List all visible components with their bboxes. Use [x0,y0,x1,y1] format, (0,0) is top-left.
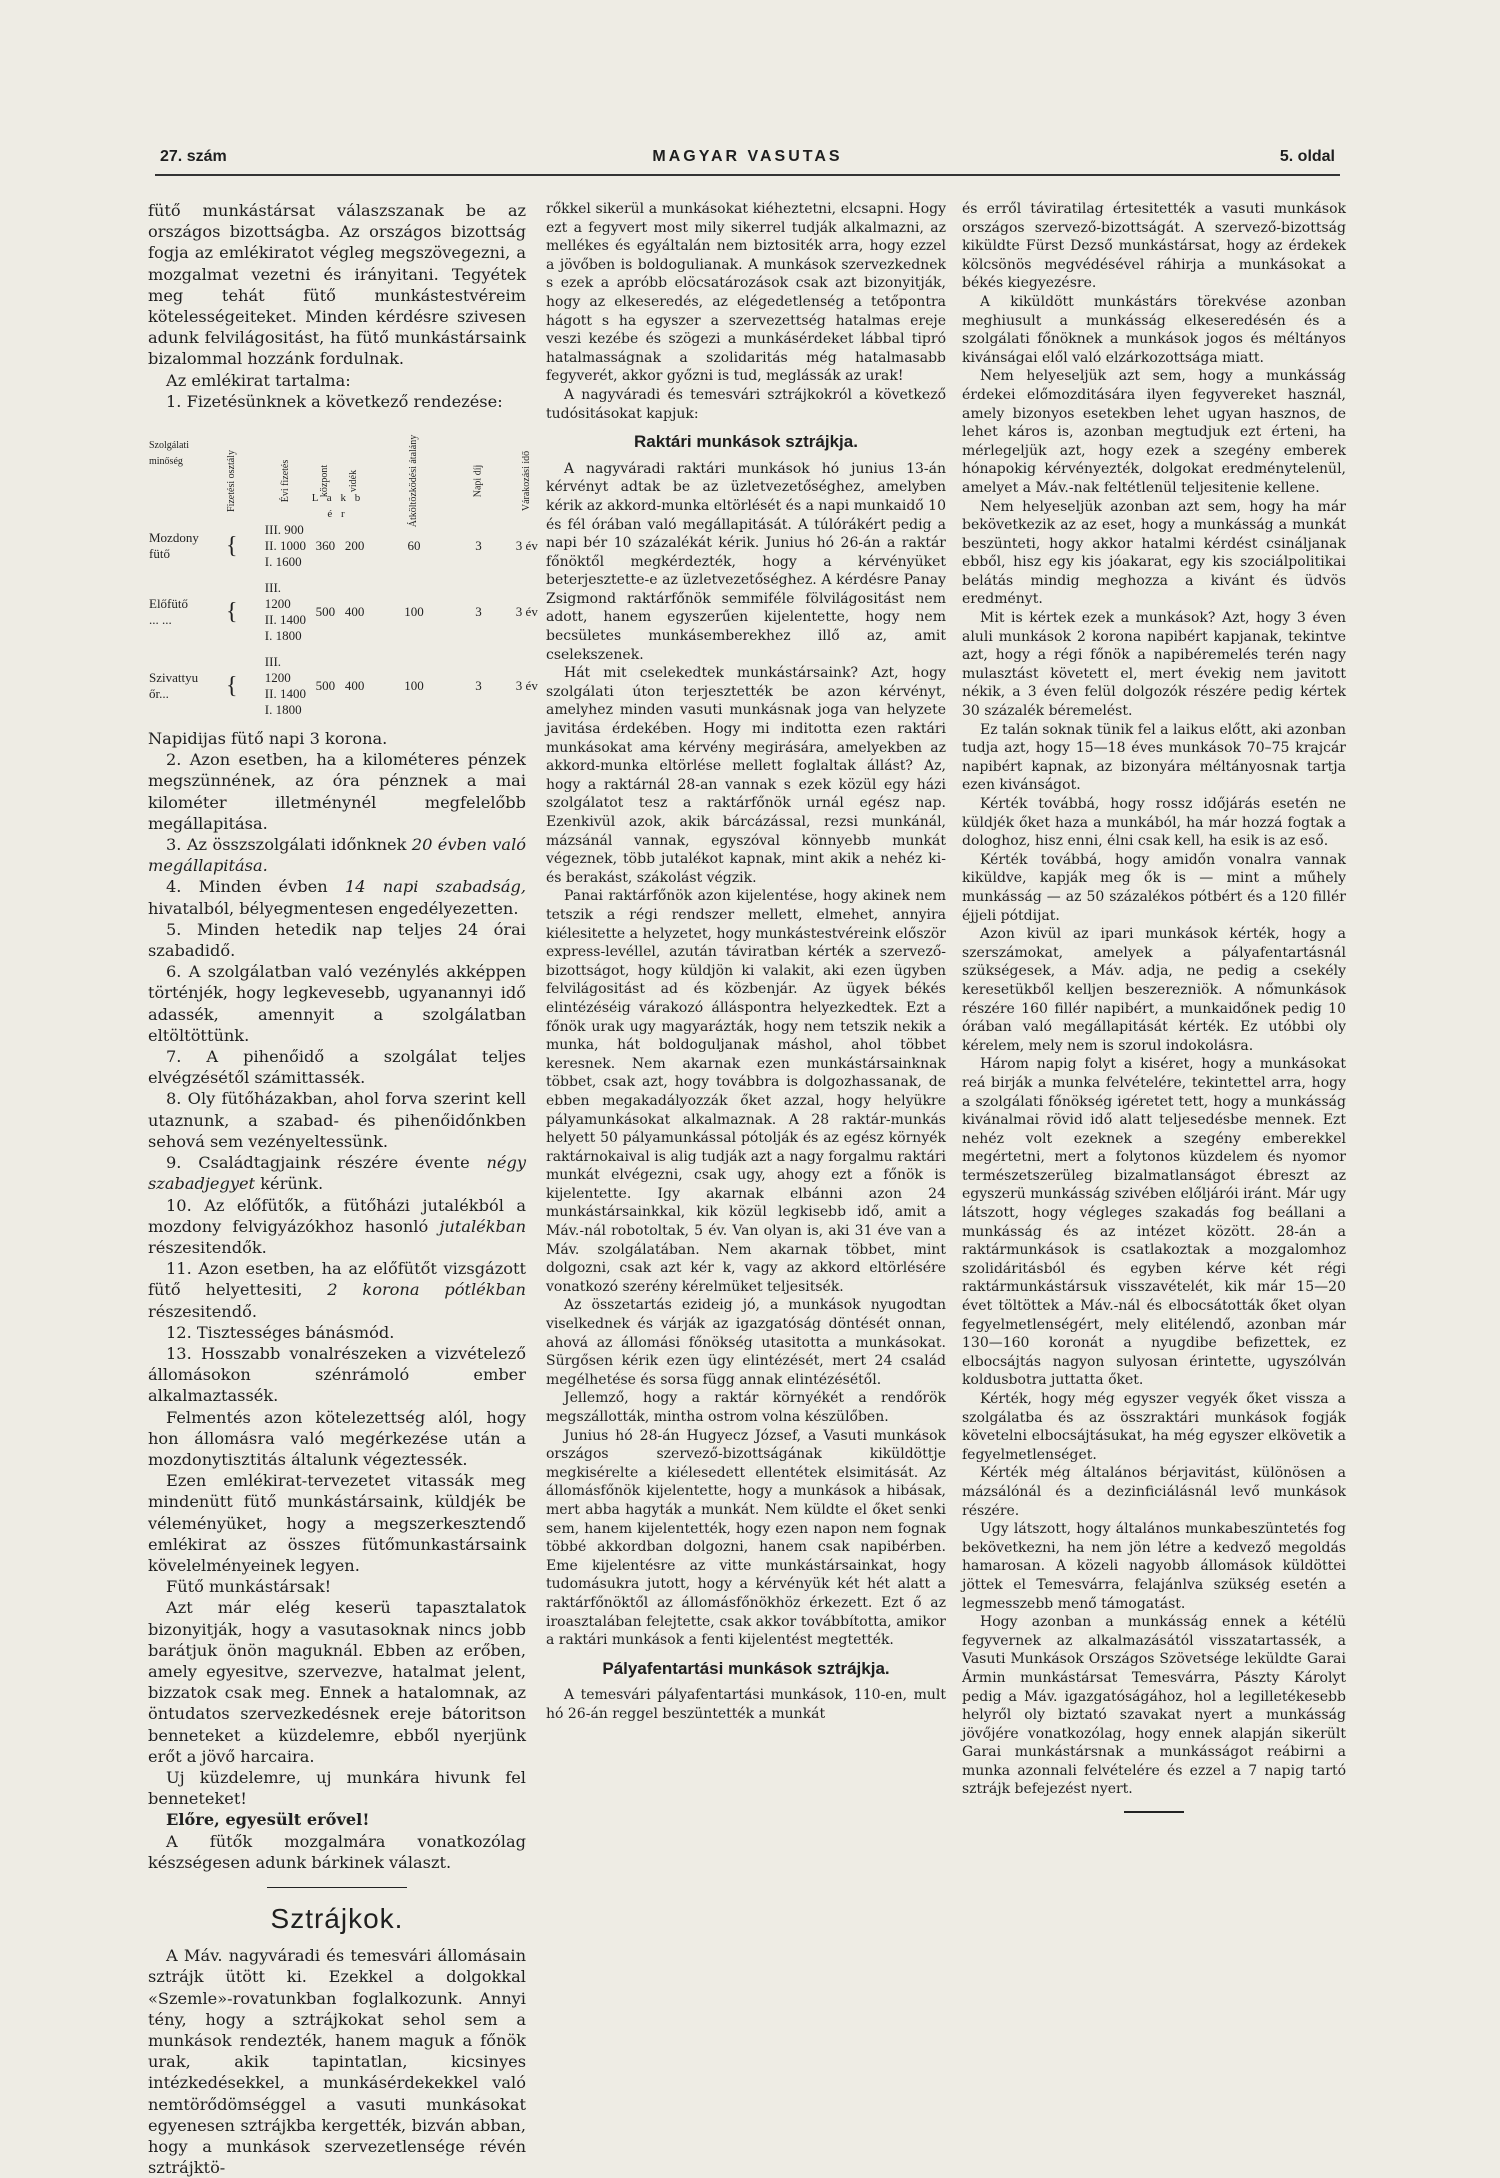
rank-value: I. 1800 [264,628,302,644]
col1-paragraph: 13. Hosszabb vonalrészeken a vizvételező állomásokon szénrámoló ember alkalmaztassék. [148,1343,526,1406]
column-2 [546,200,946,1724]
th-videk: vidék [348,469,360,493]
col3-paragraph: Ugy látszott, hogy általános munkabeszüntetés fog bekövetkezni, ha nem jön létre a kedvező megoldás hamarosan. A közeli nagyobb állomások küldöttei jöttek el Temesvárra, felajánlva szükség esetén a legmesszebb menő támogatást. [962,1521,1346,1612]
col3-paragraph: A kiküldött munkástárs törekvése azonban meghiusult a munkásság elkeseredésén és a szolgálati főnöknek a munkások jogos és méltányos kivánságai elől való elzárkozottsága miatt. [962,293,1346,366]
rank-value: II. 1400 [264,686,306,702]
text-run: részesitendők. [148,1237,267,1257]
kozpont-value: 360 [315,538,336,554]
table-row: Előfütő ... ... { III. 1200 II. 1400 I. 1800 500 400 100 3 3 év [148,580,558,644]
page-number: 5. oldal [1279,148,1335,165]
column-3 [962,200,1346,1825]
text-run-italic: 14 napi szabadság, [344,877,526,897]
section-divider [267,1887,407,1888]
col2-paragraph: rőkkel sikerül a munkásokat kiéheztetni, elcsapni. Hogy ezt a fegyvert most mily sikerrel tudják alkalmazni, az mellékes és egyáltalán nem biztositék arra, hogy ezzel a jövőben is boldogulianak. A munkások szervezkednek s ezek a apróbb elöcsatározások csak azt bizonyitják, hogy az elkeseredés, az elégedetlenség a tetőpontra hágott s ha egyszer a szervezettség hatalmas ereje veszi kezébe és szögezi a munkásérdeket lábbal tipró hatalmasságnak a szolidaritás még hatalmasabb fegyverét, akkor győzni is tud, meglássák az urak! [546,201,946,385]
col3-paragraph: Kérték továbbá, hogy amidőn vonalra vannak kiküldve, kapják meg ők is — mint a műhely munkásság — az 50 százalékos pótbért és a 120 fillér éjjeli pótdijat. [962,851,1346,924]
text-run: 11. Azon esetben, ha az előfütőt vizsgázott fütő helyettesiti, [148,1259,526,1300]
text-run: 3. Az összszolgálati időnknek [166,835,412,855]
varak-value: 3 év [515,678,538,694]
col1-paragraph: 8. Oly fütőházakban, ahol forva szerint kell utaznunk, a szabad- és pihenőidőnkben sehová sem vezényeltessünk. [148,1089,526,1151]
col3-paragraph: Ez talán soknak tünik fel a laikus előtt, aki azonban tudja azt, hogy 15—18 éves munkások 70–75 krajcár napibért kapnak, az bizonyára méltányosnak tartja ezen kivánságot. [962,721,1346,794]
col2-paragraph: A nagyváradi és temesvári sztrájkokról a következő tudósitásokat kapjuk: [546,386,946,422]
col3-paragraph: Nem helyeseljük azonban azt sem, hogy ha már bekövetkezik az az eset, hogy a munkásság a munkát beszünteti, hogy akkor hatalmi kérdést csináljanak ebből, hisz egy kis jóakarat, egy kis szociálpolitikai belátás mindig meghozza a kivánt és üdvös eredményt. [962,498,1346,608]
col1-paragraph: 1. Fizetésünknek a következő rendezése: [166,391,503,411]
col1-slogan: Előre, egyesült erővel! [166,1810,370,1830]
th-szolgalati: Szolgálati minőség [149,440,189,468]
col3-paragraph: Mit is kértek ezek a munkások? Azt, hogy 3 éven aluli munkások 2 korona napibért kapjanak, tekintve azt, hogy a régi főnök a napibéremelés terén nagy mulasztást követett el, mert évekig nem javitott nékik, a 3 éven felül dolgozók részére pedig kértek 30 százalék béremelést. [962,610,1346,720]
th-kozpont: központ [319,464,331,498]
rank-value: I. 1800 [264,702,302,718]
rank-value: III. 1200 [264,654,291,686]
text-run-italic: 20 évben való megállapitása. [148,835,526,876]
napi-value: 3 [475,678,482,694]
col1-paragraph: Felmentés azon kötelezettség alól, hogy hon állomásra való megérkezése után a mozdonytisztitás általunk végeztessék. [148,1407,526,1469]
th-varakozasi-ido: Várakozási idő [520,450,532,512]
page-header [160,148,1335,174]
text-run: kérünk. [255,1174,324,1194]
rank-value: III. 900 [264,522,304,538]
col1-paragraph: Fütő munkástársak! [166,1577,332,1597]
videk-value: 400 [344,604,365,620]
kozpont-value: 500 [315,678,336,694]
napi-value: 3 [475,538,482,554]
col2-paragraph: A nagyváradi raktári munkások hó junius 13-án kérvényt adtak be az üzletvezetőséghez, amelyben kérik az akkord-munka eltörlését és a napi munkaidő 10 és fél órában való megállapitását. A túlórákért pedig a napi bér 10 százalékát kérik. Junius hó 26-án a raktár főnöktől megkérdezték, hogy a kérvényüket beterjesztette-e az üzletvezetőséghez. A kérdésre Panay Zsigmond raktárfőnök semmiféle fölvilágositást nem adott, hanem egyszerűen kijelentette, hogy nem becsületes munkásemberekhez illő az, amit cselekszenek. [546,460,946,663]
section-title-sztrajkok: Sztrájkok. [270,1903,404,1934]
atkolt-value: 100 [404,604,424,620]
col3-paragraph: Kérték továbbá, hogy rossz időjárás esetén ne küldjék őket haza a munkából, ha már hozzá fogtak a dologhoz, hisz enni, élni csak kell, ha esik is az eső. [962,796,1346,850]
col1-paragraph: Azt már elég keserü tapasztalatok bizonyitják, hogy a vasutasoknak nincs jobb barátjuk önön maguknál. Ebben az erőben, amely egyesitve, szervezve, hatalmat jelent, bizzatok csak meg. Ennek a hatalomnak, az öntudatos szervezkedésnek ereje bátoritson benneteket a küzdelemre, ebből nyerjünk erőt a jövő harcaira. [148,1598,526,1766]
th-evi-fizetes: Évi fizetés [280,459,292,503]
newspaper-title: MAGYAR VASUTAS [652,148,843,165]
row-name: Szivattyu őr... [149,670,199,702]
atkolt-value: 60 [407,538,421,554]
salary-table-header [148,418,558,490]
col1-paragraph: 12. Tisztességes bánásmód. [166,1322,395,1342]
varak-value: 3 év [515,538,538,554]
th-napi-dij: Napi díj [472,464,484,498]
row-name: Előfütő ... ... [149,596,188,628]
col3-paragraph: Kérték még általános bérjavitást, különösen a mázsálónál és a dezinficiálásnál levő munkások részére. [962,1465,1346,1519]
text-run-italic: jutalékban [439,1216,526,1236]
th-atkoltozkodesi: Átköltözködési átalány [407,434,419,528]
col1-paragraph: fütő munkástársat válaszszanak be az országos bizottságba. Az országos bizottság fogja az emlékiratot végleg megszövegezni, a mozgalmat vezetni és irányitani. Tegyétek meg tehát fütő munkástestvéreim kötelességeiteket. Minden kérdésre szivesen adunk felvilágositást, ha fütő munkástársaink bizalommal hozzánk fordulnak. [148,201,526,369]
col1-paragraph: A fütők mozgalmára vonatkozólag készségesen adunk bárkinek választ. [148,1831,526,1872]
text-run: részesitendő. [148,1301,257,1321]
col3-paragraph: Három napig folyt a kiséret, hogy a munkásokat reá birják a munka felvételére, tekintettel arra, hogy a szolgálati főnökség igéretet tett, hogy a munkásság kivánalmai rövid idő alatt teljesedésbe mennek. Ezt nehéz volt ezeknek a szegény emberekkel megértetni, mert a folytonos küzdelem és nyomor természetszerüleg bizalmatlanságot ébreszt az egyszerü munkásság szivében előljárói iránt. Már ugy látszott, hogy végleges szakadás fog beállani a munkásság és az intézet között. 28-án a raktármunkások is csatlakoztak a mozgalomhoz szolidáritásból és egyben kérve két régi raktármunkástársuk visszavételét, kik már 15—20 évet töltöttek a Máv.-nál és elbocsátották őket olyan fegyelmetlenségért, mely elitélendő, azonban már 130—160 koronát a nyugdibe befizettek, ez elbocsájtás nagyon sulyosan érintette, ugyszólván koldusbotra juttatta őket. [962,1056,1346,1389]
col1-paragraph: Ezen emlékirat-tervezetet vitassák meg mindenütt fütő munkástársaink, küldjék be véleményüket, hogy a megszerkesztendő emlékirat az összes fütőmunkastársaink kövelelményeinek legyen. [148,1471,526,1575]
col2-paragraph: Junius hó 28-án Hugyecz József, a Vasuti munkások országos szervező-bizottságának kiküldöttje megkisérelte a kiélesedett ellentétek elsimitását. Az állomásfőnök kijelentette, hogy a munkások a hibásak, mert abba hagyták a munkát. Nem küldte el őket senki sem, hanem kijelentették, hogy ezen napon nem fognak többé akkordban dolgozni, hanem csak napibérben. Eme kijelentésre az vitte munkástársainkat, hogy tudomásukra jutott, hogy a kérvényük két hét alatt a raktárfőnöktől az állomásfőnökhöz érkezett. Ezt ő az iroasztalában felejtette, csak akkor továbbította, amikor a raktári munkások a fenti kijelentést megtették. [546,1427,946,1649]
col1-paragraph: A Máv. nagyváradi és temesvári állomásain sztrájk ütött ki. Ezekkel a dolgokkal «Szemle»-rovatunkban foglalkozunk. Annyi tény, hogy a sztrájkokat sehol sem a munkások rendezték, hanem maguk a főnök urak, akik tapintatlan, kicsinyes intézkedésekkel, a munkásérdekekkel való nemtörődömséggel a vasuti munkásokat egyenesen sztrájkba kergették, bizván abban, hogy a munkások szervezetlensége révén sztrájktö- [148,1946,526,2178]
row-name: Mozdony fütő [149,530,199,562]
col2-paragraph: Jellemző, hogy a raktár környékét a rendőrök megszállották, mintha ostrom volna készülőben. [546,1390,946,1425]
text-run: 4. Minden évben [166,877,345,897]
col1-paragraph [148,1195,526,1259]
col1-paragraph: 5. Minden hetedik nap teljes 24 órai szabadidő. [148,919,526,961]
varak-value: 3 év [515,604,538,620]
col3-paragraph: Hogy azonban a munkásság ennek a kétélü fegyvernek az alkalmazásától visszatartassék, a Vasuti Munkások Országos Szövetsége leküldte Garai Ármin munkástársat Temesvárra, Pászty Károlyt pedig a Máv. igazgatóságához, hol a legilletékesebb helyről oly biztató szavakat nyert a munkásság jövőjére vonatkozólag, hogy ennek alapján sikerült Garai munkástársnak a munkásságot reábirni a munka azonnali felvételére és ezzel a 7 napig tartó sztrájk befejezést nyert. [962,1614,1346,1798]
col2-paragraph: Panai raktárfőnök azon kijelentése, hogy akinek nem tetszik a régi rendszer mellett, elmehet, annyira kiélesitette a helyzetet, hogy munkástestvéreink először express-levéllel, azután táviratban kérték a szervező-bizottságot, hogy küldjön ki valakit, aki ezen ügyben felvilágositást ad és közbenjár. Az ügyek békés elintézéséig várakozó álláspontra helyezkedtek. Ezt a főnök urak ugy magyarázták, hogy nem tetszik nekik a munka, hát boldoguljanak máshol, ahol többet keresnek. Nem akarnak ezen munkástársainknak többet, csak azt, hogy továbbra is dolgozhassanak, de ebben megakadályozzák őket azzal, hogy helyükre pályamunkásokat alkalmaznak. A 28 raktár-munkás helyett 50 pályamunkással pótolják és az egész környék raktárnokaival is alig tudják azt a nagy forgalmu raktári munkát elvégezni, csak ugy, ahogy ezt a főnök is kijelentette. Igy akarnak elbánni azon 24 munkástársainkkal, kik közül legkisebb idő, amit a Máv.-nál robotoltak, 5 év. Van olyan is, aki 31 éve van a Máv. szolgálatában. Nem akarnak többet, mint dolgozni, csak azt kér k, vagy az akkord eltörlésére vonatkozó szerény kérelmüket teljesitsék. [546,888,946,1295]
col2-paragraph: A temesvári pályafentartási munkások, 110-en, mult hó 26-án reggel beszüntették a munkát [546,1687,946,1722]
rank-value: II. 1000 [264,538,306,554]
atkolt-value: 100 [404,678,424,694]
issue-number: 27. szám [160,148,227,165]
col1-paragraph: 6. A szolgálatban való vezénylés akképpen történjék, hogy legkevesebb, ugyanannyi idő adassék, amennyit a szolgálatban eltöltöttünk. [148,962,526,1045]
rank-value: III. 1200 [264,580,291,612]
subheading-palyafentartasi: Pályafentartási munkások sztrájkja. [602,1658,890,1678]
col3-paragraph: és erről táviratilag értesitették a vasuti munkások országos szervező-bizottságát. A szervező-bizottság kiküldte Fürst Dezső munkástársat, hogy az érdekek kölcsönös megvédésével ráhirja a munkásokat a békés kiegyezésre. [962,201,1346,292]
th-lakber: L a k b é r [311,492,364,521]
col1-paragraph: 7. A pihenőidő a szolgálat teljes elvégzésétől számittassék. [148,1047,526,1088]
col3-paragraph: Nem helyeseljük azt sem, hogy a munkásság érdekei előmozditására ilyen fegyvereket használ, amely bizonyos esetekben lehet ugyan hasznos, de lehet káros is, azonban megtudjuk ezt érteni, ha mérlegeljük azt, hogy ezek a szegény emberek hónapokig kérvényezték, dolgokat eredménytelenül, amelyet a Máv.-nak feltétlenül teljesitenie kellene. [962,368,1346,496]
table-row: Szivattyu őr... { III. 1200 II. 1400 I. 1800 500 400 100 3 3 év [148,654,558,718]
text-run: hivatalból, bélyegmentesen engedélyezetten. [148,898,519,918]
col3-paragraph: Azon kivül az ipari munkások kérték, hogy a szerszámokat, amelyek a pályafentartásnál szükségesek, a Máv. adja, ne pedig a csekély keresetükből kelljen beszerezniök. A nőmunkások részére 160 fillér napibért, a munkaidőnek pedig 10 órában való megállapitását kérték. Ez utóbbi oly kérelem, mely nem is szorul indokolásra. [962,926,1346,1054]
text-run: 9. Családtagjaink részére évente [166,1153,487,1173]
napi-value: 3 [475,604,482,620]
salary-table [148,418,558,718]
col1-paragraph: Uj küzdelemre, uj munkára hivunk fel benneteket! [148,1767,526,1809]
text-run: 10. Az előfütők, a fütőházi jutalékból a mozdony felvigyázókhoz hasonló [148,1195,526,1236]
rank-value: II. 1400 [264,612,306,628]
col1-paragraph [148,876,526,918]
videk-value: 200 [344,538,365,554]
col1-paragraph: 2. Azon esetben, ha a kilométeres pénzek megszünnének, az óra pénznek a mai kilométer illetménynél megfelelőbb megállapitása. [148,750,526,833]
th-fizetesi-osztaly: Fizetési osztály [225,450,237,512]
column-1 [148,200,538,2178]
end-rule [1124,1811,1184,1813]
subheading-raktari: Raktári munkások sztrájkja. [634,432,858,452]
col1-paragraph [148,1152,526,1194]
col2-paragraph: Hát mit cselekedtek munkástársaink? Azt, hogy szolgálati úton terjesztették be azon kérvényt, amelyhez minden vasuti munkásnak joga van helyzete javitása érdekében. Hogy mi inditotta ezen raktári munkásokat ama kérvény megirására, amelyekben az akkord-munka eltörlése mellett foglaltak állást? Az, hogy a raktárnál 28-an vannak s ezek közül egy házi szolgálatot tesz a raktárfőnök urnál egész nap. Ezenkivül azok, akik bárcázással, rezsi munkánál, mázsánál vannak, egyszóval könnyebb munkát végeznek, több jutalékot kapnak, mint akik a nehéz ki- és berakást, szákolást végzik. [546,665,946,886]
col1-paragraph [148,834,526,876]
text-run-italic: négy szabadjegyet [148,1153,526,1194]
header-rule [155,174,1340,176]
col2-paragraph: Az összetartás ezideig jó, a munkások nyugodtan viselkednek és várják az igazgatóság döntését onnan, ahová az állomási főnökség utasitotta a munkásokat. Sürgősen kérik ezen ügy elintézését, mert 24 család megélhetése és sorsa függ annak elintézésétől. [546,1297,946,1388]
col3-paragraph: Kérték, hogy még egyszer vegyék őket vissza a szolgálatba és az összraktári munkások fogják követelni elbocsájtásukat, ha még egyszer elkövetik a fegyelmetlenséget. [962,1391,1346,1463]
col1-paragraph [148,1258,526,1322]
text-run-italic: 2 korona pótlékban [327,1280,526,1300]
col1-paragraph: Napidijas fütő napi 3 korona. [148,729,388,749]
videk-value: 400 [344,678,365,694]
table-row: Mozdony fütő { III. 900 II. 1000 I. 1600 360 200 60 3 3 év [148,522,558,570]
kozpont-value: 500 [315,604,336,620]
rank-value: I. 1600 [264,554,302,570]
col1-paragraph: Az emlékirat tartalma: [166,370,351,390]
